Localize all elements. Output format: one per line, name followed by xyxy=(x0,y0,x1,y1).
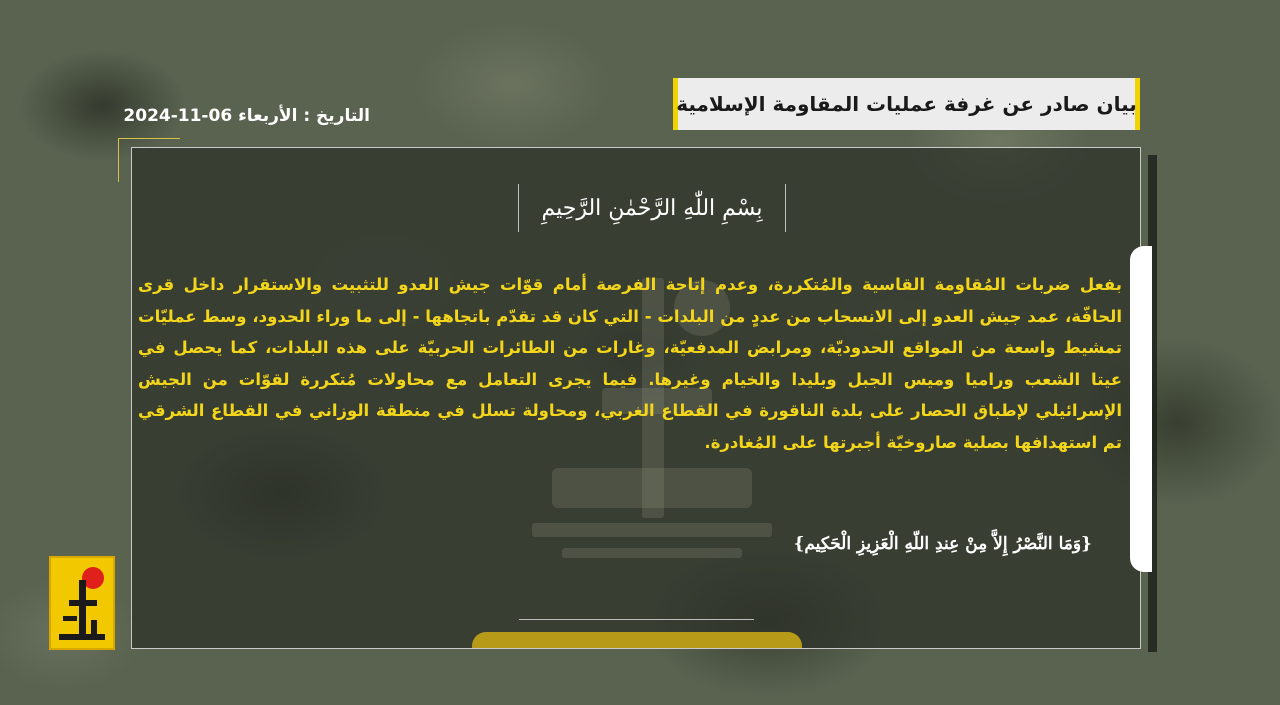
quran-verse: {وَمَا النَّصْرُ إِلاَّ مِنْ عِندِ اللّهِ الْعَزِيزِ الْحَكِيم} xyxy=(793,534,1092,554)
date-underline-divider xyxy=(118,138,180,139)
basmala-text: بِسْمِ اللّٰهِ الرَّحْمٰنِ الرَّحِيمِ xyxy=(541,195,763,221)
resistance-emblem-logo-icon xyxy=(49,556,115,650)
logo-emblem-icon xyxy=(51,558,113,648)
date-value: 2024-11-06 xyxy=(123,106,233,126)
date-corner-divider xyxy=(118,138,119,182)
date-label: التاريخ : الأربعاء xyxy=(238,106,370,126)
bottom-tab-decoration xyxy=(472,632,802,649)
statement-body: بفعل ضربات المُقاومة القاسية والمُتكررة، وعدم إتاحة الفرصة أمام قوّات جيش العدو للتثبيت والاستقرار داخل قرى الحافّة، عمد جيش العدو إلى الانسحاب من عددٍ من البلدات - التي كان قد تقدّم باتجاهها - إلى ما وراء الحدود، وسط عمليّات تمشيط واسعة من المواقع الحدوديّة، ومرابض المدفعيّة، وغارات من الطائرات الحربيّة على هذه البلدات، كما يحصل في عيتا الشعب وراميا وميس الجبل وبليدا والخيام وغيرها. فيما يجرى التعامل مع محاولات مُتكررة لقوّات من الجيش الإسرائيلي لإطباق الحصار على بلدة الناقورة في القطاع الغربي، ومحاولة تسلل في منطقة الوزاني في القطاع الشرقي تم استهدافها بصلية صاروخيّة أجبرتها على المُغادرة. xyxy=(138,275,1122,452)
statement-date xyxy=(120,106,370,134)
statement-header xyxy=(673,78,1140,130)
page-title: بيان صادر عن غرفة عمليات المقاومة الإسلامية xyxy=(676,92,1137,116)
right-side-tab xyxy=(1130,246,1152,572)
bottom-divider xyxy=(519,619,754,620)
statement-panel xyxy=(131,147,1141,649)
basmala-frame xyxy=(518,184,786,232)
